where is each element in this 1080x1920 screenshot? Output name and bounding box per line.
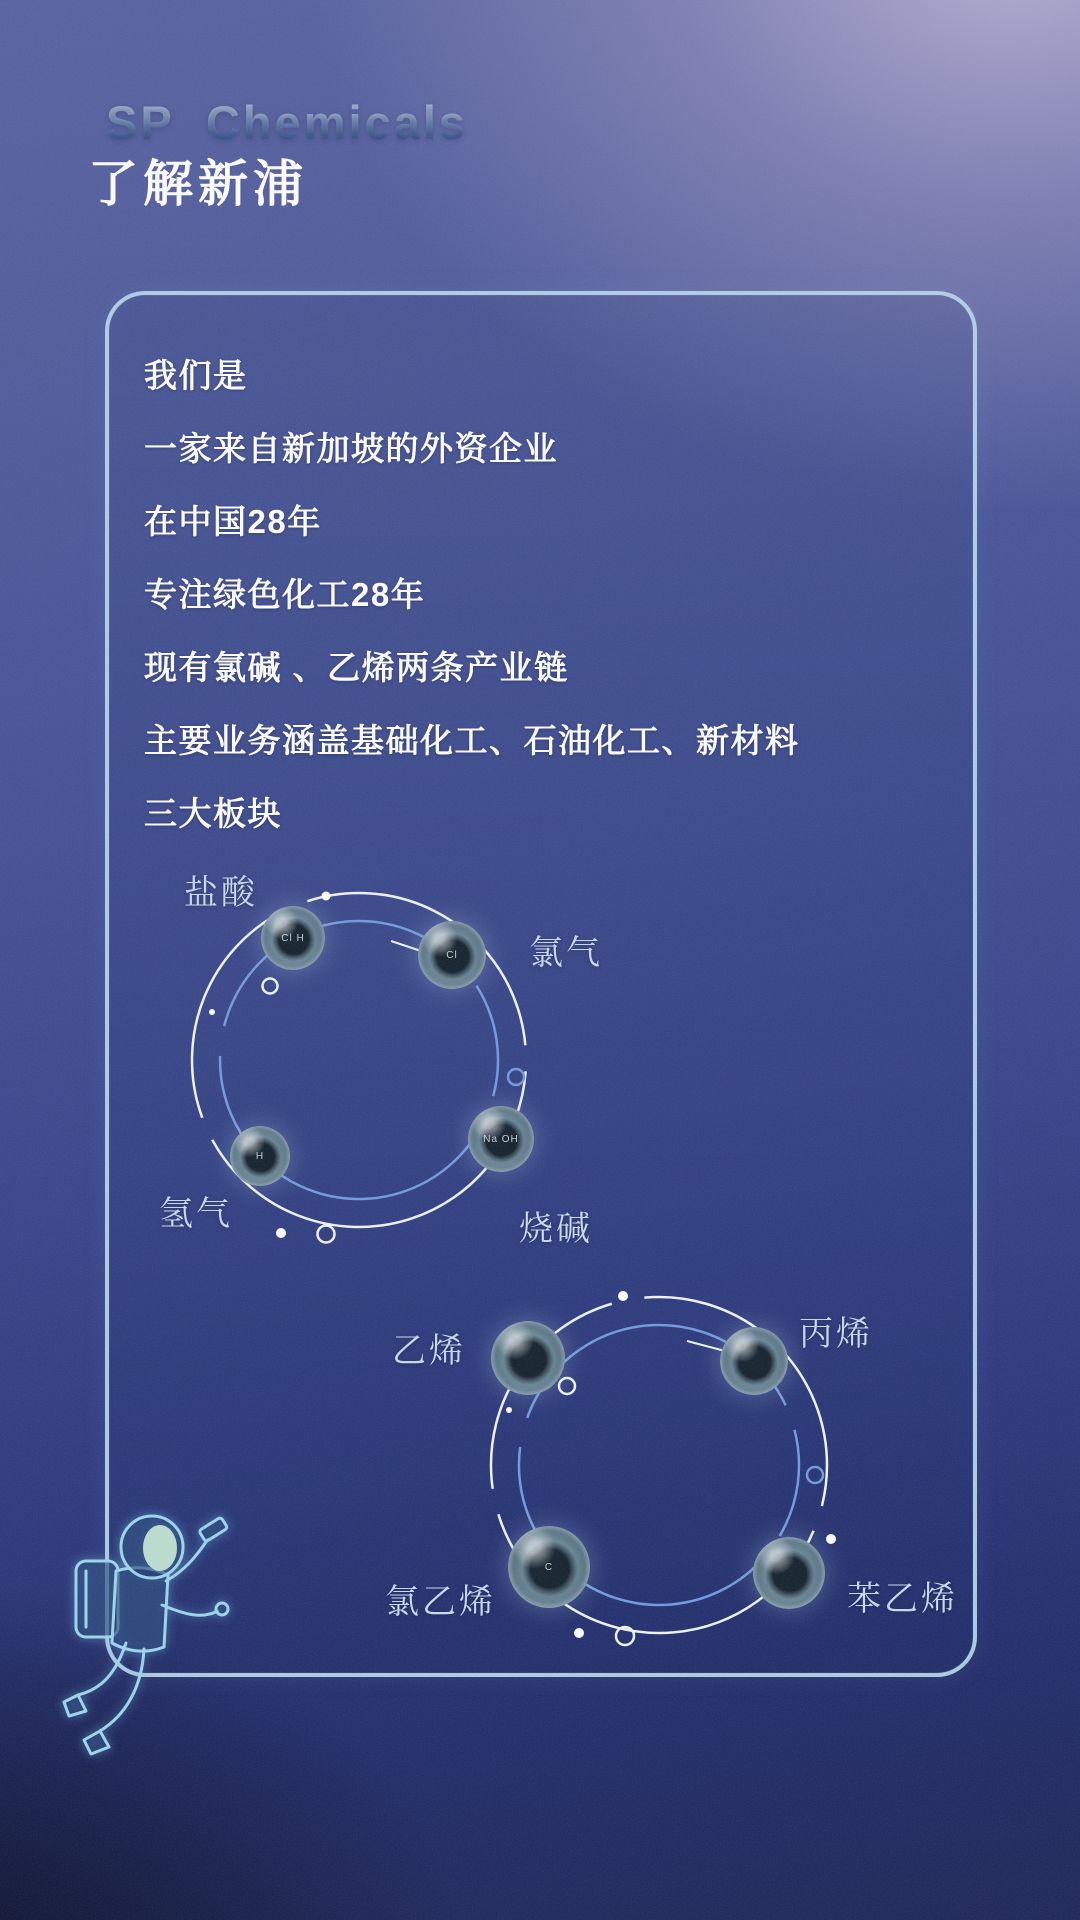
intro-line: 我们是 [144,357,248,394]
molecule-bubble-chlorine [418,921,486,989]
molecule-bubble-hydrogen [230,1126,290,1186]
intro-line: 现有氯碱 、乙烯两条产业链 [144,649,569,686]
formula-text: Na OH [483,1133,519,1145]
molecule-bubble-styrene [753,1537,825,1609]
astronaut-illustration [50,1505,250,1805]
node-label-styrene: 苯乙烯 [847,1580,958,1618]
astronaut-visor [143,1525,177,1571]
astronaut-hand-device [199,1517,228,1542]
molecule-bubble-propylene [720,1327,788,1395]
brand-logo-text: SP Chemicals [106,96,469,149]
node-label-hydrogen: 氢气 [159,1195,233,1233]
orbit-rings-graphic [109,295,981,1681]
node-label-chlorine: 氯气 [529,934,603,972]
node-label-hydrochloric-acid: 盐酸 [184,874,258,912]
formula-text [720,1327,788,1395]
molecule-bubble-caustic-soda [468,1106,534,1172]
molecule-bubble-vinyl-chloride [508,1526,590,1608]
formula-text: C [544,1561,554,1573]
astronaut-boot-2 [84,1731,109,1754]
astronaut-leg-2 [100,1649,144,1731]
node-label-vinyl-chloride: 氯乙烯 [385,1583,496,1621]
astronaut-torso [112,1568,168,1651]
intro-line: 主要业务涵盖基础化工、石油化工、新材料 [144,722,800,759]
astronaut-arm-lower [162,1605,218,1615]
formula-text: H [255,1150,265,1162]
node-label-caustic-soda: 烧碱 [519,1210,593,1248]
astronaut-leg-1 [78,1643,126,1695]
node-label-ethylene: 乙烯 [392,1332,466,1370]
intro-line: 三大板块 [144,795,282,832]
intro-line: 专注绿色化工28年 [144,576,426,613]
astronaut-boot-1 [64,1695,86,1716]
formula-text: Cl H [281,932,305,944]
formula-text [753,1537,825,1609]
formula-text [491,1321,565,1395]
molecule-bubble-hydrochloric-acid [261,906,325,970]
formula-text: Cl [446,949,458,961]
molecule-bubble-ethylene [491,1321,565,1395]
intro-line: 一家来自新加坡的外资企业 [144,430,558,467]
page-title: 了解新浦 [88,156,308,212]
intro-line: 在中国28年 [144,503,322,540]
node-label-propylene: 丙烯 [799,1315,873,1353]
info-card [105,291,977,1677]
